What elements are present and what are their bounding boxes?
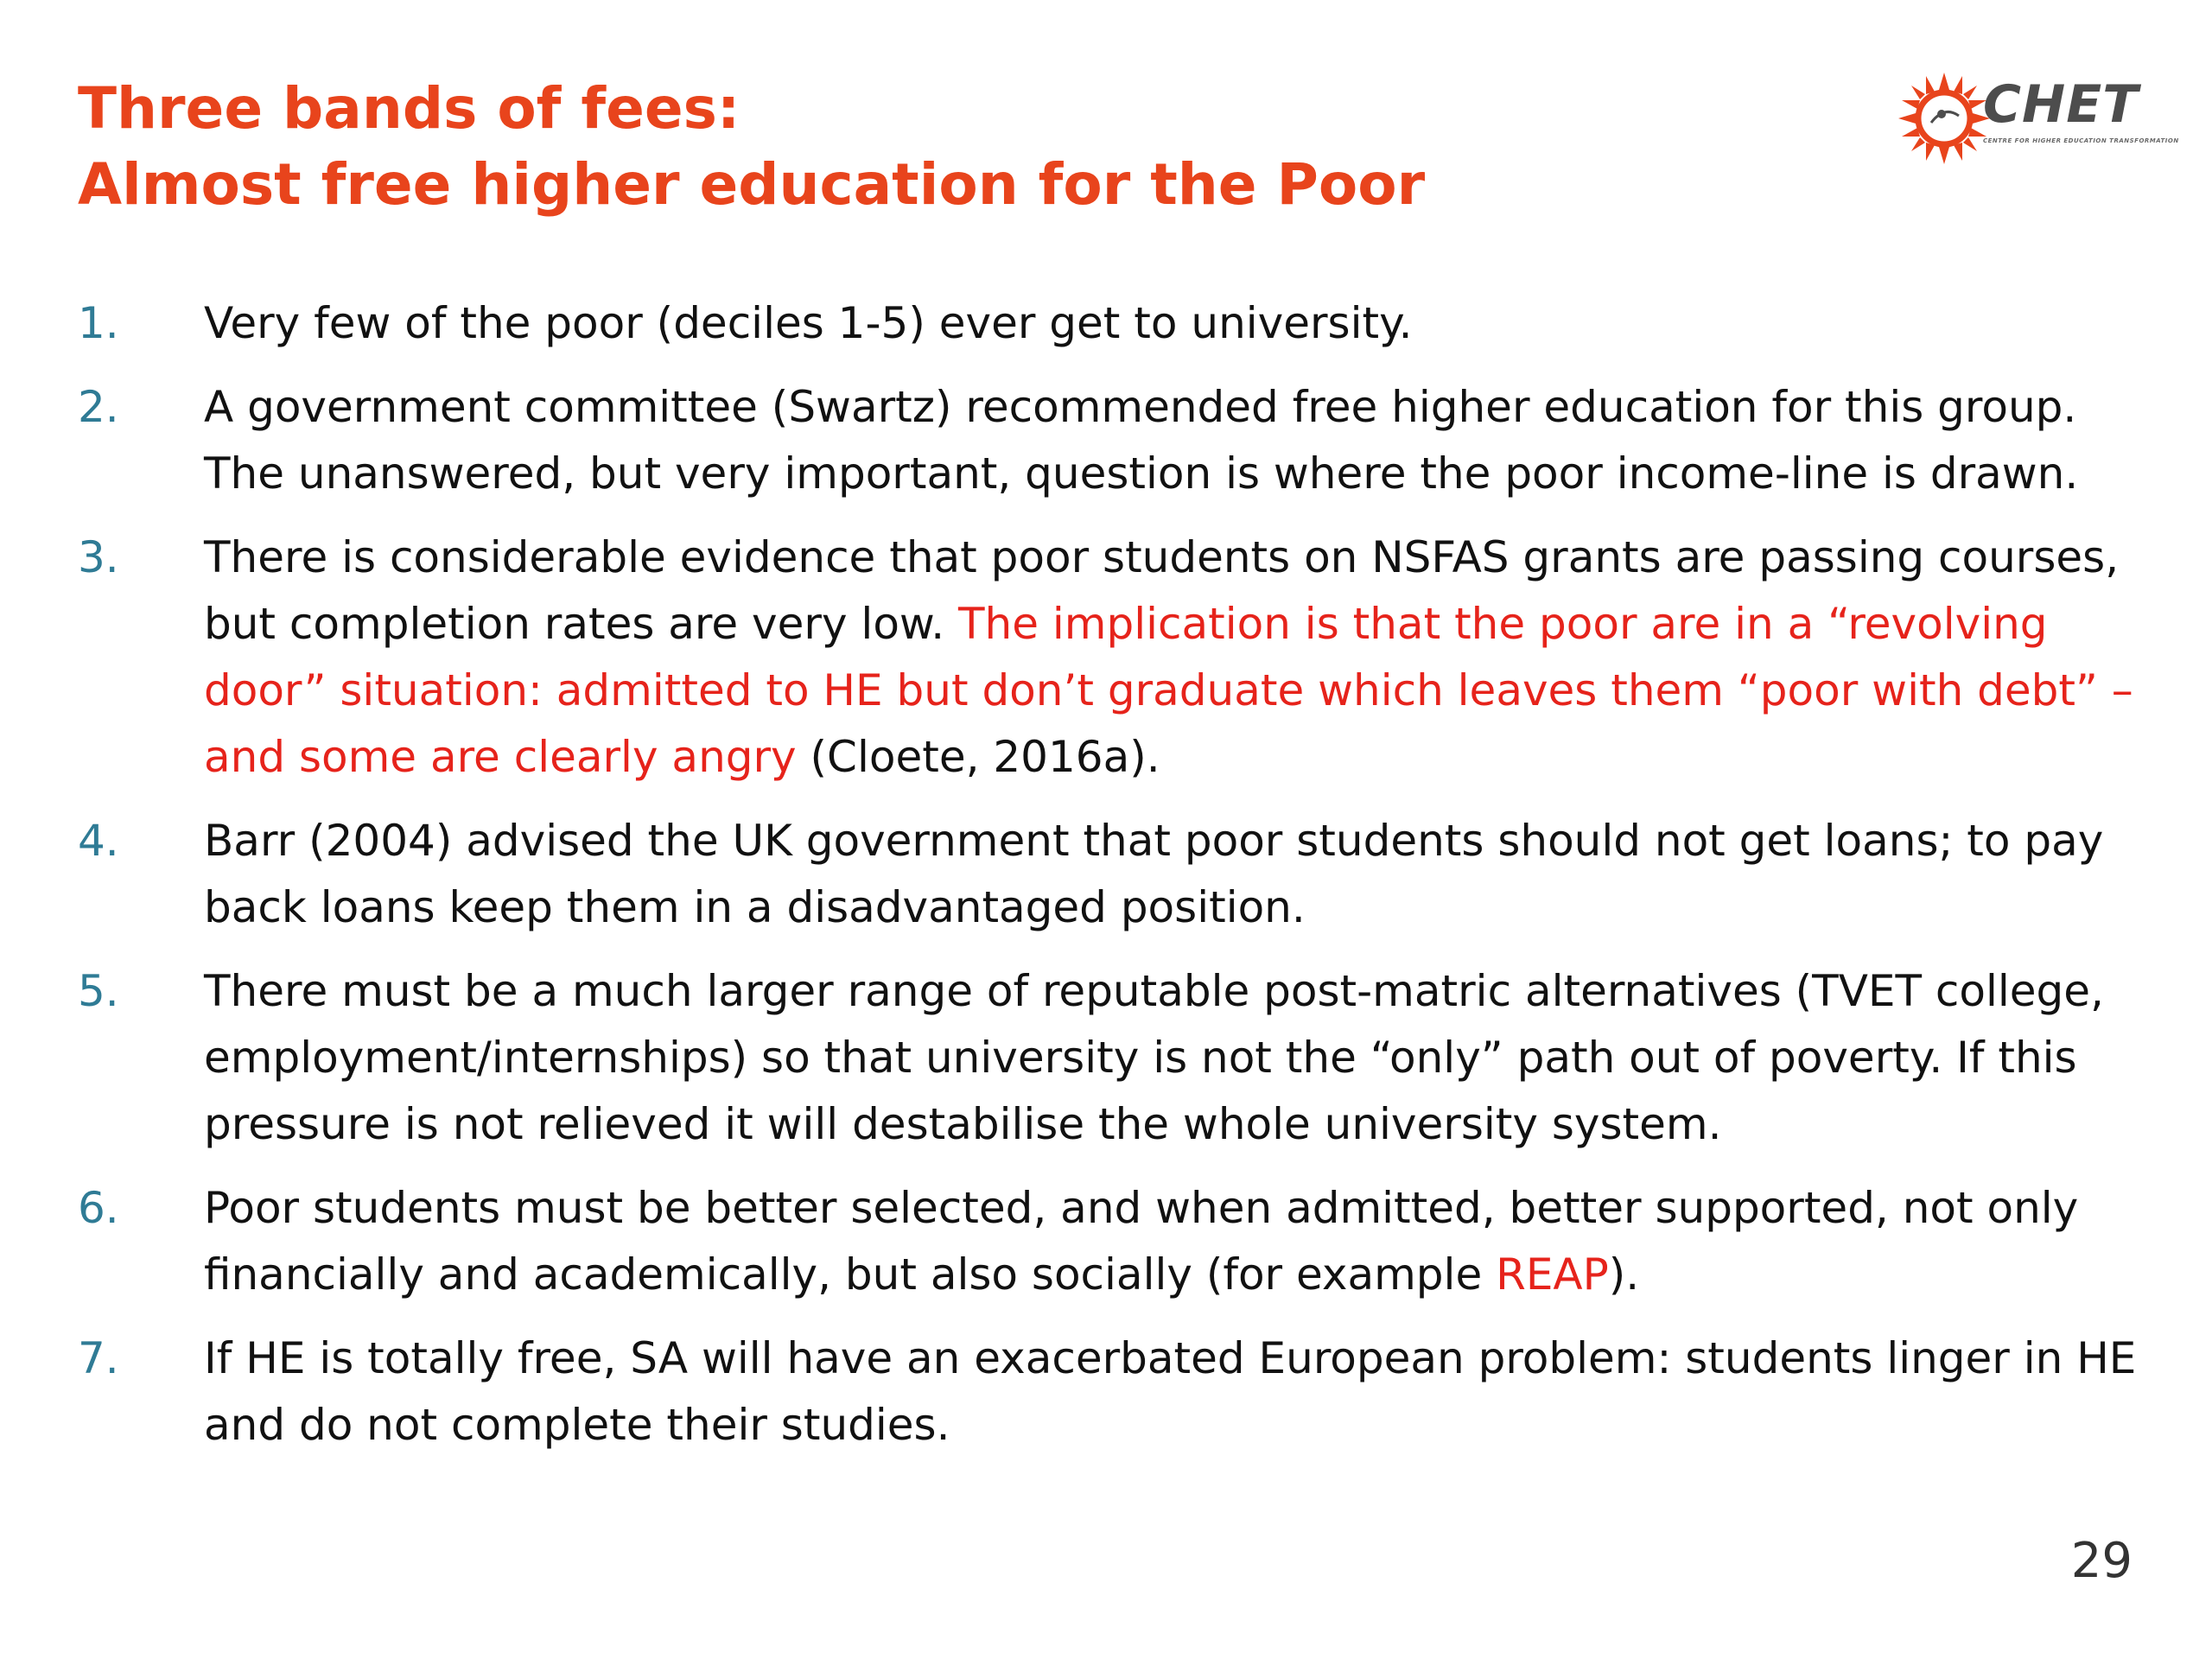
list-item-text: Barr (2004) advised the UK government that poor students should not get loans; to pay back loans keep them in a disadvantaged position.: [204, 816, 2104, 932]
list-number: 2.: [78, 382, 119, 432]
list-number: 4.: [78, 816, 119, 866]
list-item-2: [78, 374, 2152, 507]
points-list: [78, 290, 2152, 1476]
list-number: 3.: [78, 532, 119, 582]
list-item-3: [78, 524, 2152, 791]
list-item-text: Very few of the poor (deciles 1-5) ever get to university.: [204, 298, 1413, 348]
list-number: 1.: [78, 298, 119, 348]
list-number: 7.: [78, 1333, 119, 1383]
list-item-4: [78, 808, 2152, 941]
list-item-text: A government committee (Swartz) recommended free higher education for this group. The unanswered, but very important, question is where the poor income-line is drawn.: [204, 382, 2079, 499]
page-number: 29: [2070, 1533, 2133, 1589]
list-number: 6.: [78, 1183, 119, 1233]
logo-wordmark: CHET: [1983, 74, 2139, 135]
sun-gear-icon: [1897, 71, 1992, 166]
list-item-text: Poor students must be better selected, and when admitted, better supported, not only financially and academically, but also socially (for example: [204, 1183, 2079, 1300]
title-line-1: Three bands of fees:: [78, 75, 741, 142]
list-item-6: [78, 1175, 2152, 1308]
list-item-1: [78, 290, 2152, 357]
list-item-text: If HE is totally free, SA will have an exacerbated European problem: students linger in HE and do not complete their studies.: [204, 1333, 2137, 1450]
list-number: 5.: [78, 966, 119, 1016]
list-item-7: [78, 1325, 2152, 1459]
list-item-text-after: ).: [1608, 1249, 1640, 1300]
list-item-5: [78, 958, 2152, 1158]
list-item-text: There is considerable evidence that poor students on NSFAS grants are passing courses, but completion rates are very low.: [204, 532, 2120, 649]
title-line-2: Almost free higher education for the Poor: [78, 151, 1426, 218]
list-item-text: There must be a much larger range of reputable post-matric alternatives (TVET college, employment/internships) so that university is not the “only” path out of poverty. If this pressure is not relieved it will destabilise the whole university system.: [204, 966, 2104, 1149]
highlighted-text: REAP: [1496, 1249, 1609, 1300]
slide-title: [78, 71, 1806, 223]
highlighted-text: The implication is that the poor are in a “revolving door” situation: admitted to HE but don’t graduate which leaves them “poor with debt” – and some are clearly angry: [204, 599, 2133, 782]
list-item-text-after: (Cloete, 2016a).: [796, 732, 1160, 782]
logo-tagline: CENTRE FOR HIGHER EDUCATION TRANSFORMATION: [1983, 137, 2179, 144]
chet-logo: [1897, 71, 2208, 166]
